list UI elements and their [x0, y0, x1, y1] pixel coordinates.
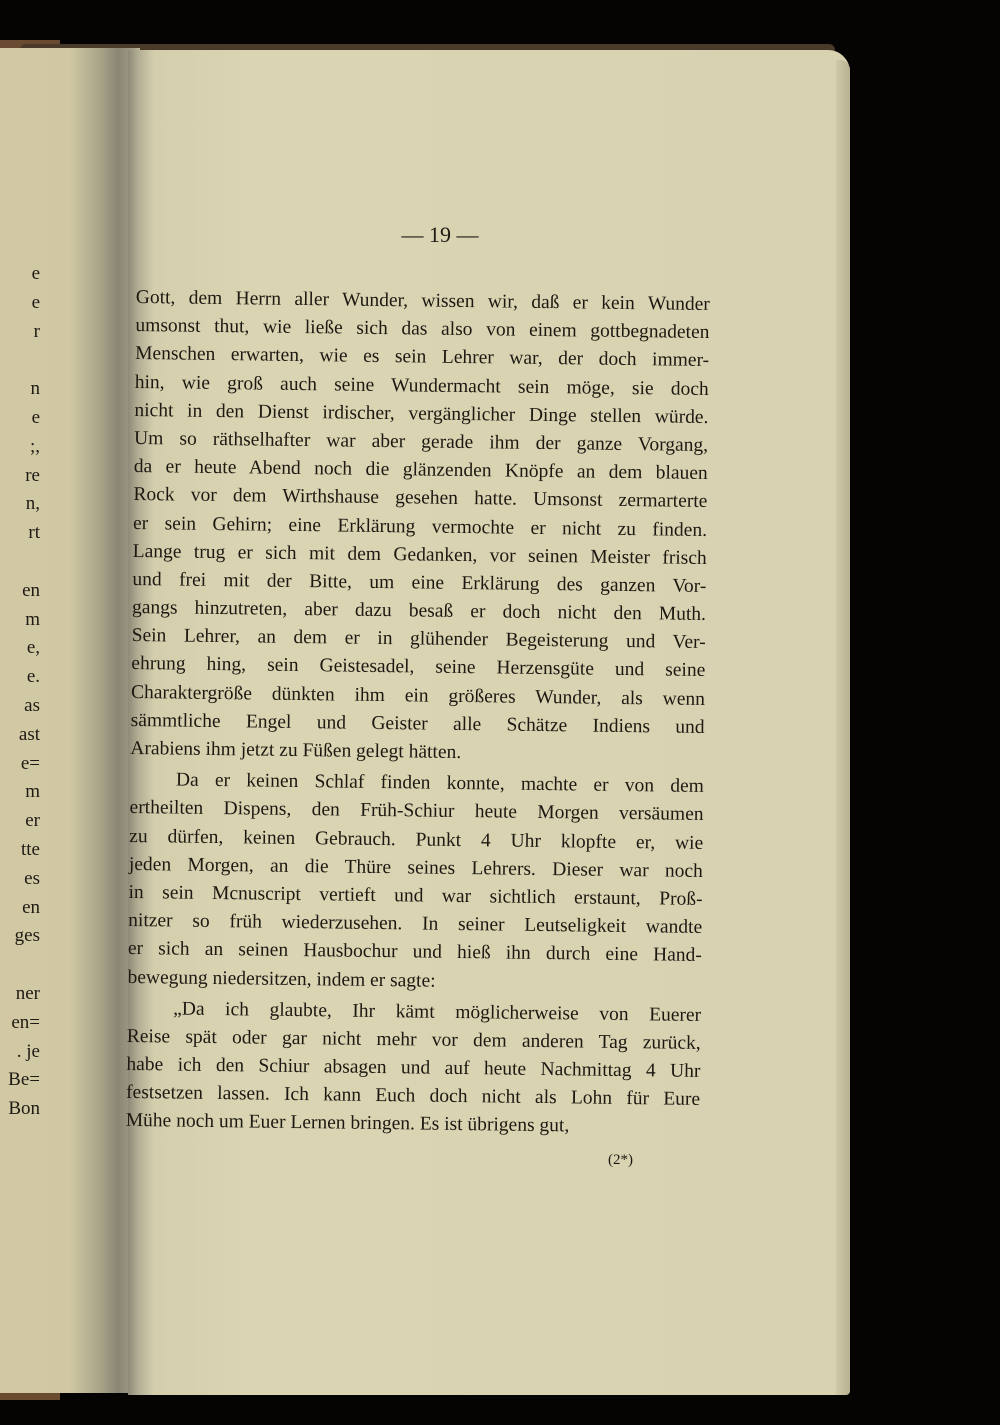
left-page-fragment: r — [33, 320, 40, 342]
text-line: in sein Mcnuscript vertieft und war sichtlich erstaunt, Proß- — [128, 881, 703, 910]
left-page-fragment: m — [25, 781, 40, 803]
left-page-fragment: tte — [21, 838, 40, 860]
left-page-fragment: n, — [25, 493, 40, 515]
text-line: er sich an seinen Hausbochur und hieß ihn durch eine Hand- — [127, 938, 702, 967]
left-page-text-fragments — [0, 260, 40, 1124]
text-line: er sein Gehirn; eine Erklärung vermochte er nicht zu finden. — [132, 512, 708, 541]
text-line: Um so räthselhafter war aber gerade ihm der ganze Vorgang, — [133, 427, 709, 456]
signature-mark: (2*) — [608, 1152, 633, 1168]
text-line: hin, wie groß auch seine Wundermacht sein möge, sie doch — [134, 371, 709, 400]
left-page-fragment: as — [24, 694, 40, 716]
left-page-fragment: m — [25, 608, 40, 630]
left-page-fragment: er — [25, 810, 40, 832]
text-line: nitzer so früh wiederzusehen. In seiner Leutseligkeit wandte — [128, 910, 703, 939]
text-line: ertheilten Dispens, den Früh-Schiur heute Morgen versäumen — [129, 797, 704, 826]
text-line: jeden Morgen, an die Thüre seines Lehrers. Dieser war noch — [128, 853, 703, 882]
text-line: Sein Lehrer, an dem er in glühender Begeisterung und Ver- — [131, 625, 706, 654]
text-line: Da er keinen Schlaf finden konnte, machte er von dem — [175, 769, 705, 798]
text-line: Reise spät oder gar nicht mehr vor dem anderen Tag zurück, — [126, 1025, 701, 1054]
left-page-fragment: e= — [20, 752, 40, 774]
left-page-fragment: . je — [16, 1040, 40, 1062]
text-line: bewegung niedersitzen, indem er sagte: — [127, 966, 436, 992]
left-page-fragment: e. — [26, 666, 40, 688]
text-line: Menschen erwarten, wie es sein Lehrer war, der doch immer- — [135, 343, 710, 372]
text-line: Rock vor dem Wirthshause gesehen hatte. Umsonst zermarterte — [133, 484, 708, 513]
left-page-fragment: es — [24, 867, 40, 889]
text-line: gangs hinzutreten, aber dazu besaß er doch nicht den Muth. — [131, 597, 707, 626]
left-page-fragment: en= — [11, 1011, 40, 1033]
text-line: da er heute Abend noch die glänzenden Knöpfe an dem blauen — [133, 456, 708, 485]
left-page-fragment: ges — [14, 925, 40, 947]
text-line: Charaktergröße dünkten ihm ein größeres Wunder, als wenn — [130, 681, 706, 710]
left-page-fragment — [0, 346, 40, 375]
left-page-fragment: en — [22, 896, 40, 918]
left-page-fragment: en — [22, 579, 40, 601]
left-page-fragment: e — [31, 291, 40, 313]
left-page-fragment — [0, 951, 40, 980]
left-page-fragment: ast — [18, 723, 40, 745]
left-page-fragment: Bon — [8, 1098, 40, 1120]
left-page-fragment: ner — [15, 982, 40, 1004]
left-page-fragment: e, — [26, 637, 40, 659]
text-line: sämmtliche Engel und Geister alle Schätze Indiens und — [130, 709, 705, 738]
text-line: Mühe noch um Euer Lernen bringen. Es ist übrigens gut, — [125, 1110, 570, 1137]
page-number: — 19 — — [401, 222, 479, 247]
text-line: ehrung hing, sein Geistesadel, seine Herzensgüte und seine — [131, 653, 706, 682]
text-line: umsonst thut, wie ließe sich das also von einem gottbegnadeten — [135, 315, 710, 344]
text-line: festsetzen lassen. Ich kann Euch doch nicht als Lohn für Eure — [125, 1082, 701, 1111]
left-page-fragment: n — [30, 378, 40, 400]
left-page-fragment — [0, 548, 40, 577]
left-page-fragment: Be= — [8, 1069, 40, 1091]
text-line: Lange trug er sich mit dem Gedanken, vor seinen Meister frisch — [132, 540, 707, 569]
text-line: „Da ich glaubte, Ihr kämt möglicherweise von Euerer — [173, 998, 702, 1026]
page-edge — [836, 60, 850, 1395]
text-line: habe ich den Schiur absagen und auf heute Nachmittag 4 Uhr — [126, 1054, 701, 1083]
page-body-text — [126, 284, 710, 1143]
text-line: und frei mit der Bitte, um eine Erklärung des ganzen Vor- — [132, 568, 707, 597]
left-page-fragment: ;, — [29, 435, 40, 457]
left-page-fragment: e — [31, 406, 40, 428]
left-page-fragment: e — [31, 263, 40, 284]
text-line: nicht in den Dienst irdischer, vergänglicher Dinge stellen würde. — [134, 399, 709, 428]
left-page-fragment: re — [25, 464, 40, 486]
text-line: zu dürfen, keinen Gebrauch. Punkt 4 Uhr klopfte er, wie — [129, 825, 704, 854]
text-line: Gott, dem Herrn aller Wunder, wissen wir, daß er kein Wunder — [135, 286, 710, 316]
left-page-fragment: rt — [28, 522, 40, 544]
text-line: Arabiens ihm jetzt zu Füßen gelegt hätten. — [130, 737, 462, 764]
